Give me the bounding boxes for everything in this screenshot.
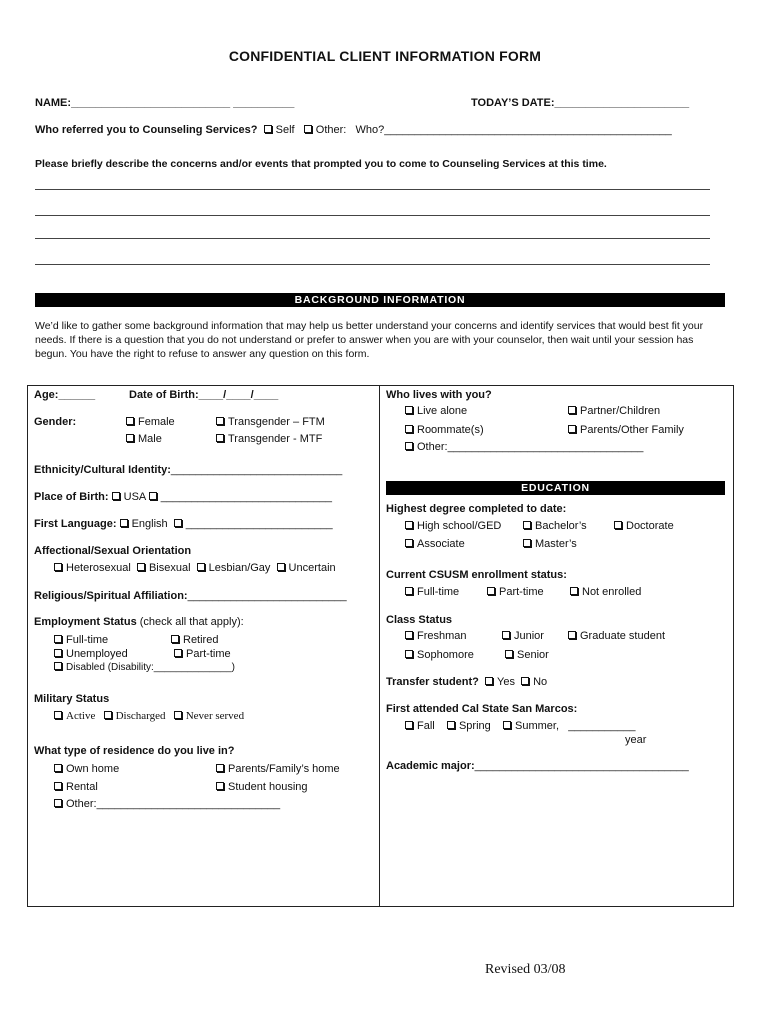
checkbox[interactable] <box>54 764 62 772</box>
residence-parents-home[interactable] <box>216 763 340 775</box>
other-birth-checkbox[interactable] <box>149 492 157 500</box>
residence-own-home[interactable] <box>54 763 119 775</box>
never-served-checkbox[interactable] <box>174 711 182 719</box>
checkbox[interactable] <box>405 521 413 529</box>
employment-parttime[interactable] <box>174 648 231 660</box>
checkbox[interactable] <box>502 631 510 639</box>
degree-label: Highest degree completed to date: <box>386 503 567 515</box>
option-label: Graduate student <box>580 630 666 642</box>
language-label: First Language: <box>34 518 117 530</box>
employment-disabled[interactable] <box>54 662 235 673</box>
option-label: Bisexual <box>148 562 191 574</box>
checkbox[interactable] <box>570 587 578 595</box>
lives-other[interactable] <box>405 441 643 453</box>
option-label: Part-time <box>499 586 544 598</box>
checkbox[interactable] <box>523 521 531 529</box>
form-title: CONFIDENTIAL CLIENT INFORMATION FORM <box>228 48 542 64</box>
concern-line-3[interactable] <box>35 238 710 239</box>
employment-retired[interactable] <box>171 634 218 646</box>
orientation-label: Affectional/Sexual Orientation <box>34 545 192 557</box>
option-label: Unemployed <box>66 648 128 660</box>
option-label: Full-time <box>417 586 460 598</box>
other-language-checkbox[interactable] <box>174 519 182 527</box>
residence-student-housing[interactable] <box>216 781 308 793</box>
enroll-fulltime[interactable] <box>405 586 459 598</box>
residence-rental[interactable] <box>54 781 98 793</box>
option-label: Parents/Family’s home <box>228 763 340 775</box>
checkbox[interactable] <box>405 406 413 414</box>
degree-associate[interactable] <box>405 538 465 550</box>
option-label: Other:______________________________ <box>66 798 281 810</box>
gender-male[interactable] <box>126 433 162 445</box>
other-checkbox[interactable] <box>304 125 312 133</box>
summer-checkbox[interactable] <box>503 721 511 729</box>
class-graduate[interactable] <box>568 630 665 642</box>
option-label: Uncertain <box>288 562 336 574</box>
who-label: Who? <box>355 124 385 136</box>
checkbox[interactable] <box>568 631 576 639</box>
birth-blank[interactable]: ____________________________ <box>160 491 333 503</box>
option-label: High school/GED <box>417 520 502 532</box>
option-label: Own home <box>66 763 120 775</box>
option-label: Doctorate <box>626 520 674 532</box>
concerns-prompt: Please briefly describe the concerns and/or events that prompted you to come to Counseling Services at this time. <box>35 158 607 170</box>
option-label: Associate <box>417 538 465 550</box>
enrollment-label: Current CSUSM enrollment status: <box>386 569 567 581</box>
name-blank: __________________________ __________ <box>71 97 295 109</box>
option-label: Parents/Other Family <box>580 424 684 436</box>
residence-label: What type of residence do you live in? <box>34 745 235 757</box>
checkbox[interactable] <box>174 649 182 657</box>
major-label: Academic major: <box>386 760 475 772</box>
concern-line-4[interactable] <box>35 264 710 265</box>
transfer-row <box>386 676 547 688</box>
bisexual-checkbox[interactable] <box>137 563 145 571</box>
degree-hs[interactable] <box>405 520 501 532</box>
year-caption: year <box>625 734 647 746</box>
active-checkbox[interactable] <box>54 711 62 719</box>
option-label: Live alone <box>417 405 468 417</box>
lesbian-gay-checkbox[interactable] <box>197 563 205 571</box>
option-label: Full-time <box>66 634 109 646</box>
option-label: Heterosexual <box>66 562 131 574</box>
checkbox[interactable] <box>405 587 413 595</box>
concern-line-2[interactable] <box>35 215 710 216</box>
gender-female[interactable] <box>126 416 175 428</box>
who-blank[interactable]: _______________________________________________ <box>384 124 672 136</box>
option-label: Roommate(s) <box>417 424 484 436</box>
checkbox[interactable] <box>216 764 224 772</box>
checkbox[interactable] <box>405 650 413 658</box>
option-label: Transgender – FTM <box>228 416 325 428</box>
checkbox[interactable] <box>126 417 134 425</box>
checkbox[interactable] <box>171 635 179 643</box>
other-label: Other: <box>315 124 347 136</box>
option-label: Never served <box>185 710 245 722</box>
birth-label: Place of Birth: <box>34 491 109 503</box>
usa-label: USA <box>123 491 146 503</box>
option-label: Fall <box>417 720 435 732</box>
name-field[interactable] <box>35 97 294 109</box>
checkbox[interactable] <box>614 521 622 529</box>
self-label: Self <box>275 124 295 136</box>
checkbox[interactable] <box>216 782 224 790</box>
lives-partner[interactable] <box>568 405 660 417</box>
class-senior[interactable] <box>505 649 549 661</box>
background-intro: We’d like to gather some background information that may help us better understand your concerns and identify services that would best fit your needs. If there is a question that you do not understand or prefer to answer when you are with your counselor, then wait until your session has begun. You have the right to refuse to answer any question on this form. <box>35 320 704 360</box>
checkbox[interactable] <box>568 425 576 433</box>
year-blank[interactable]: ___________ <box>568 720 636 732</box>
date-blank: ______________________ <box>554 97 690 109</box>
option-label: Discharged <box>115 710 166 722</box>
checkbox[interactable] <box>505 650 513 658</box>
option-label: Partner/Children <box>580 405 661 417</box>
lives-roommates[interactable] <box>405 424 484 436</box>
option-label: Male <box>138 433 162 445</box>
uncertain-checkbox[interactable] <box>277 563 285 571</box>
transfer-yes-checkbox[interactable] <box>485 677 493 685</box>
option-label: Senior <box>517 649 549 661</box>
class-label: Class Status <box>386 614 453 626</box>
option-label: Transgender - MTF <box>228 433 323 445</box>
checkbox[interactable] <box>54 799 62 807</box>
degree-masters[interactable] <box>523 538 577 550</box>
birth-row <box>34 491 332 503</box>
option-label: Spring <box>458 720 491 732</box>
checkbox[interactable] <box>405 425 413 433</box>
employment-heading <box>34 616 244 628</box>
background-banner: BACKGROUND INFORMATION <box>35 293 725 307</box>
lives-with-label: Who lives with you? <box>386 389 492 401</box>
heterosexual-checkbox[interactable] <box>54 563 62 571</box>
ethnicity-label: Ethnicity/Cultural Identity: <box>34 464 171 476</box>
major-field[interactable] <box>386 760 689 772</box>
option-label: Other:________________________________ <box>417 441 644 453</box>
checkbox[interactable] <box>54 649 62 657</box>
name-label: NAME: <box>35 97 72 109</box>
spring-checkbox[interactable] <box>447 721 455 729</box>
option-label: Active <box>66 710 96 722</box>
checkbox[interactable] <box>487 587 495 595</box>
age-field[interactable]: Age:______ <box>34 389 96 401</box>
enroll-not[interactable] <box>570 586 641 598</box>
english-label: English <box>131 518 168 530</box>
religion-label: Religious/Spiritual Affiliation: <box>34 590 188 602</box>
checkbox[interactable] <box>216 417 224 425</box>
degree-bachelors[interactable] <box>523 520 587 532</box>
residence-other[interactable] <box>54 798 280 810</box>
referral-row <box>35 124 672 136</box>
option-label: Not enrolled <box>582 586 642 598</box>
date-label: TODAY’S DATE: <box>471 97 555 109</box>
revision-note: Revised 03/08 <box>485 962 566 977</box>
discharged-checkbox[interactable] <box>104 711 112 719</box>
checkbox[interactable] <box>54 635 62 643</box>
checkbox[interactable] <box>405 539 413 547</box>
option-label: Student housing <box>228 781 308 793</box>
checkbox[interactable] <box>523 539 531 547</box>
language-blank[interactable]: ________________________ <box>185 518 333 530</box>
first-attended-label: First attended Cal State San Marcos: <box>386 703 578 715</box>
class-freshman[interactable] <box>405 630 467 642</box>
option-label: Female <box>138 416 175 428</box>
option-label: Disabled (Disability:______________) <box>66 662 235 673</box>
concern-line-1[interactable] <box>35 189 710 190</box>
military-label: Military Status <box>34 693 110 705</box>
checkbox[interactable] <box>54 782 62 790</box>
gender-label: Gender: <box>34 416 77 428</box>
major-blank: ___________________________________ <box>474 760 689 772</box>
first-attended-options <box>405 720 635 732</box>
military-options <box>54 710 244 722</box>
class-junior[interactable] <box>502 630 544 642</box>
class-sophomore[interactable] <box>405 649 474 661</box>
ethnicity-blank: ____________________________ <box>170 464 343 476</box>
option-label: Master’s <box>535 538 577 550</box>
ethnicity-field[interactable] <box>34 464 342 476</box>
date-field[interactable] <box>471 97 689 109</box>
option-label: Retired <box>183 634 219 646</box>
employment-note: (check all that apply): <box>139 616 244 628</box>
religion-blank: __________________________ <box>187 590 347 602</box>
employment-label: Employment Status <box>34 616 137 628</box>
lives-parents[interactable] <box>568 424 684 436</box>
option-label: Bachelor’s <box>535 520 587 532</box>
religion-field[interactable] <box>34 590 347 602</box>
education-banner: EDUCATION <box>386 481 725 495</box>
employment-fulltime[interactable] <box>54 634 108 646</box>
self-checkbox[interactable] <box>264 125 272 133</box>
fall-checkbox[interactable] <box>405 721 413 729</box>
gender-trans-ftm[interactable] <box>216 416 325 428</box>
option-label: Sophomore <box>417 649 474 661</box>
referred-label: Who referred you to Counseling Services? <box>35 124 258 136</box>
option-label: Freshman <box>417 630 467 642</box>
checkbox[interactable] <box>216 434 224 442</box>
checkbox[interactable] <box>54 662 62 670</box>
usa-checkbox[interactable] <box>112 492 120 500</box>
option-label: Summer, <box>515 720 560 732</box>
language-row <box>34 518 333 530</box>
option-label: Junior <box>514 630 544 642</box>
option-label: Rental <box>66 781 98 793</box>
orientation-options <box>54 562 336 574</box>
checkbox[interactable] <box>405 442 413 450</box>
option-label: Yes <box>497 676 515 688</box>
dob-field[interactable]: Date of Birth:____/____/____ <box>129 389 279 401</box>
checkbox[interactable] <box>568 406 576 414</box>
lives-alone[interactable] <box>405 405 467 417</box>
checkbox[interactable] <box>405 631 413 639</box>
transfer-label: Transfer student? <box>386 676 479 688</box>
checkbox[interactable] <box>126 434 134 442</box>
gender-trans-mtf[interactable] <box>216 433 322 445</box>
option-label: Part-time <box>186 648 231 660</box>
degree-doctorate[interactable] <box>614 520 674 532</box>
transfer-no-checkbox[interactable] <box>521 677 529 685</box>
column-divider <box>379 385 380 906</box>
employment-unemployed[interactable] <box>54 648 128 660</box>
enroll-parttime[interactable] <box>487 586 544 598</box>
english-checkbox[interactable] <box>120 519 128 527</box>
option-label: Lesbian/Gay <box>208 562 271 574</box>
option-label: No <box>533 676 548 688</box>
